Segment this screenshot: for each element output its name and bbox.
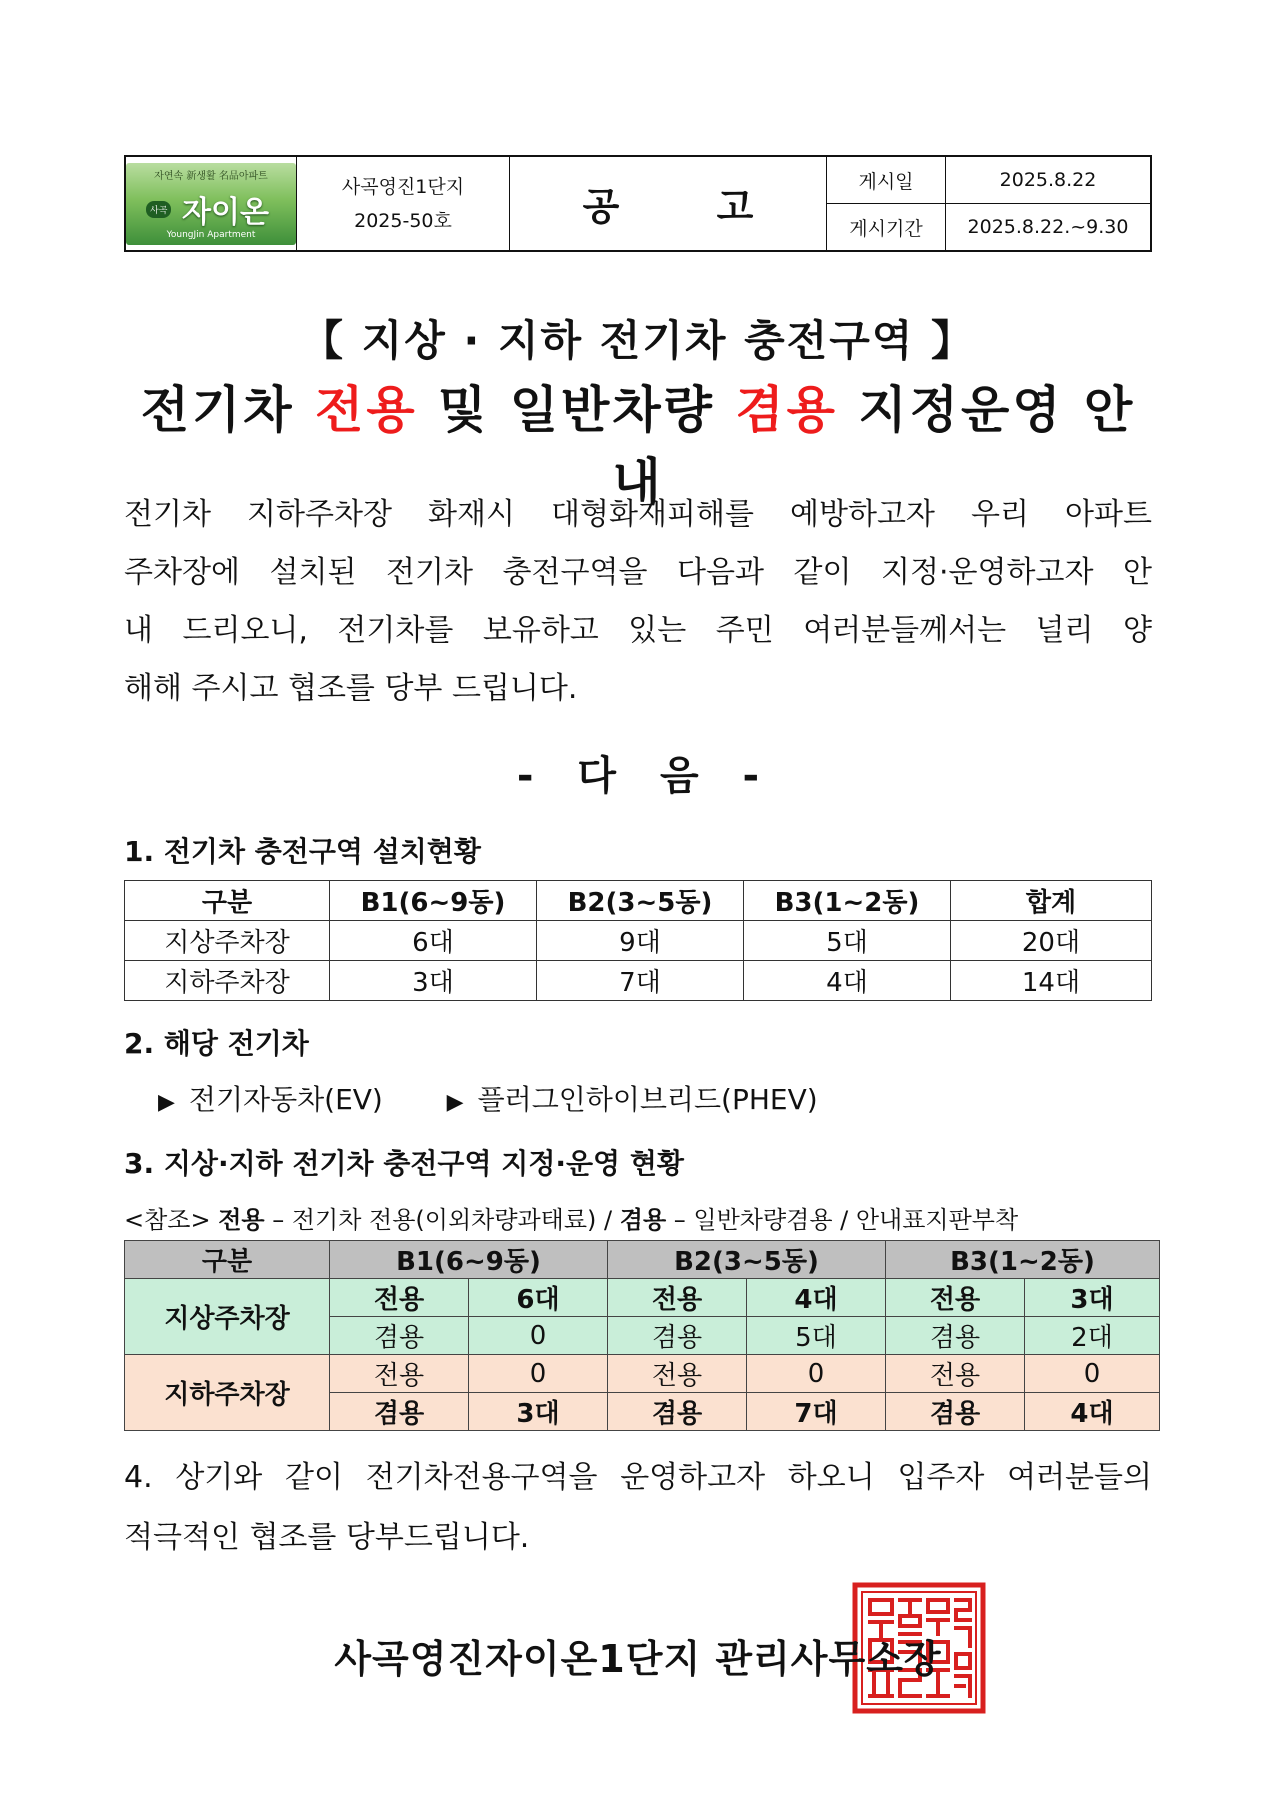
triangle-bullet-icon: ▶ xyxy=(158,1090,175,1115)
table-cell: 7대 xyxy=(747,1393,886,1431)
table-cell: 전용 xyxy=(608,1279,747,1317)
apartment-logo xyxy=(126,163,296,245)
table-header: B2(3~5동) xyxy=(537,881,744,921)
row-label-above: 지상주차장 xyxy=(125,1279,330,1355)
table-cell: 전용 xyxy=(886,1355,1025,1393)
title-text: 지정운영 안내 xyxy=(612,381,1136,511)
table-header: 합계 xyxy=(951,881,1152,921)
next-heading: - 다 음 - xyxy=(516,753,760,799)
ev-type-item: 플러그인하이브리드(PHEV) xyxy=(477,1083,818,1116)
table-row xyxy=(125,921,1152,961)
designation-table xyxy=(124,1240,1160,1431)
title-line-1: 【 지상 · 지하 전기차 충전구역 】 xyxy=(301,316,975,365)
table-header: B3(1~2동) xyxy=(886,1241,1160,1279)
table-header-row xyxy=(125,881,1152,921)
intro-line: 주차장에 설치된 전기차 충전구역을 다음과 같이 지정·운영하고자 안 xyxy=(124,555,1152,590)
logo-name: 자이온 xyxy=(182,194,269,230)
table-cell: 지하주차장 xyxy=(125,961,330,1001)
table-cell: 겸용 xyxy=(608,1393,747,1431)
closing-line: 4. 상기와 같이 전기차전용구역을 운영하고자 하오니 입주자 여러분들의 xyxy=(124,1460,1152,1495)
section-3-title: 3. 지상·지하 전기차 충전구역 지정·운영 현황 xyxy=(124,1147,684,1180)
table-cell: 2대 xyxy=(1025,1317,1160,1355)
notice-number-cell xyxy=(297,156,510,251)
table-cell: 7대 xyxy=(537,961,744,1001)
table-cell: 3대 xyxy=(1025,1279,1160,1317)
table-cell: 0 xyxy=(469,1317,608,1355)
table-cell: 4대 xyxy=(744,961,951,1001)
table-row xyxy=(125,1279,1160,1317)
post-date: 2025.8.22 xyxy=(946,156,1152,204)
title-highlight-dedicated: 전용 xyxy=(315,381,418,439)
table-cell: 6대 xyxy=(330,921,537,961)
closing-line: 적극적인 협조를 당부드립니다. xyxy=(124,1520,530,1555)
table-cell: 0 xyxy=(1025,1355,1160,1393)
table-header: B2(3~5동) xyxy=(608,1241,886,1279)
complex-name: 사곡영진1단지 xyxy=(341,175,465,198)
intro-line: 내 드리오니, 전기차를 보유하고 있는 주민 여러분들께서는 널리 양 xyxy=(124,613,1152,648)
table-header: B1(6~9동) xyxy=(330,1241,608,1279)
table-cell: 전용 xyxy=(330,1279,469,1317)
closing-paragraph xyxy=(124,1448,1152,1568)
table-cell: 전용 xyxy=(886,1279,1025,1317)
doc-type: 공 고 xyxy=(582,185,796,229)
post-period: 2025.8.22.~9.30 xyxy=(946,204,1152,252)
table-header: 구분 xyxy=(125,1241,330,1279)
table-cell: 3대 xyxy=(330,961,537,1001)
table-cell: 5대 xyxy=(744,921,951,961)
table-cell: 4대 xyxy=(747,1279,886,1317)
table-cell: 4대 xyxy=(1025,1393,1160,1431)
table-row xyxy=(125,1355,1160,1393)
ev-types xyxy=(158,1078,818,1118)
ref-desc: – 일반차량겸용 / 안내표지판부착 xyxy=(666,1206,1019,1234)
title-highlight-shared: 겸용 xyxy=(735,381,838,439)
table-header: B3(1~2동) xyxy=(744,881,951,921)
logo-english: YoungJin Apartment xyxy=(166,229,256,240)
intro-paragraph xyxy=(124,486,1152,718)
table-cell: 14대 xyxy=(951,961,1152,1001)
ev-type-item: 전기자동차(EV) xyxy=(188,1083,383,1116)
section-2-title: 2. 해당 전기차 xyxy=(124,1027,309,1060)
logo-tagline: 자연속 新생활 名品아파트 xyxy=(154,170,268,182)
triangle-bullet-icon: ▶ xyxy=(446,1090,464,1115)
table-cell: 0 xyxy=(469,1355,608,1393)
ref-term: 겸용 xyxy=(619,1206,667,1234)
table-header: 구분 xyxy=(125,881,330,921)
post-period-label: 게시기간 xyxy=(827,204,946,252)
post-date-label: 게시일 xyxy=(827,156,946,204)
table-cell: 겸용 xyxy=(608,1317,747,1355)
ref-desc: – 전기차 전용(이외차량과태료) / xyxy=(264,1206,620,1234)
logo-cell xyxy=(125,156,297,251)
section-1-title: 1. 전기차 충전구역 설치현황 xyxy=(124,835,481,868)
ref-prefix: <참조> xyxy=(124,1206,219,1234)
table-cell: 전용 xyxy=(330,1355,469,1393)
ref-term: 전용 xyxy=(218,1206,265,1234)
table-header: B1(6~9동) xyxy=(330,881,537,921)
table-cell: 0 xyxy=(747,1355,886,1393)
installation-table xyxy=(124,880,1152,1001)
table-cell: 겸용 xyxy=(886,1393,1025,1431)
notice-header xyxy=(124,155,1152,252)
table-cell: 3대 xyxy=(469,1393,608,1431)
table-cell: 6대 xyxy=(469,1279,608,1317)
table-cell: 9대 xyxy=(537,921,744,961)
table-cell: 지상주차장 xyxy=(125,921,330,961)
table-cell: 겸용 xyxy=(330,1317,469,1355)
doc-type-cell xyxy=(510,156,827,251)
table-cell: 전용 xyxy=(608,1355,747,1393)
table-cell: 겸용 xyxy=(886,1317,1025,1355)
notice-number: 2025-50호 xyxy=(354,209,452,232)
intro-line: 해해 주시고 협조를 당부 드립니다. xyxy=(124,671,578,706)
reference-note xyxy=(124,1200,1018,1235)
table-cell: 20대 xyxy=(951,921,1152,961)
title-text: 및 일반차량 xyxy=(417,381,736,439)
row-label-below: 지하주차장 xyxy=(125,1355,330,1431)
intro-line: 전기차 지하주차장 화재시 대형화재피해를 예방하고자 우리 아파트 xyxy=(124,497,1152,532)
title-text: 전기차 xyxy=(140,381,316,439)
logo-chip: 사곡 xyxy=(146,201,171,218)
table-cell: 겸용 xyxy=(330,1393,469,1431)
table-row xyxy=(125,961,1152,1001)
table-header-row xyxy=(125,1241,1160,1279)
office-signature: 사곡영진자이온1단지 관리사무소장 xyxy=(334,1637,942,1681)
table-cell: 5대 xyxy=(747,1317,886,1355)
